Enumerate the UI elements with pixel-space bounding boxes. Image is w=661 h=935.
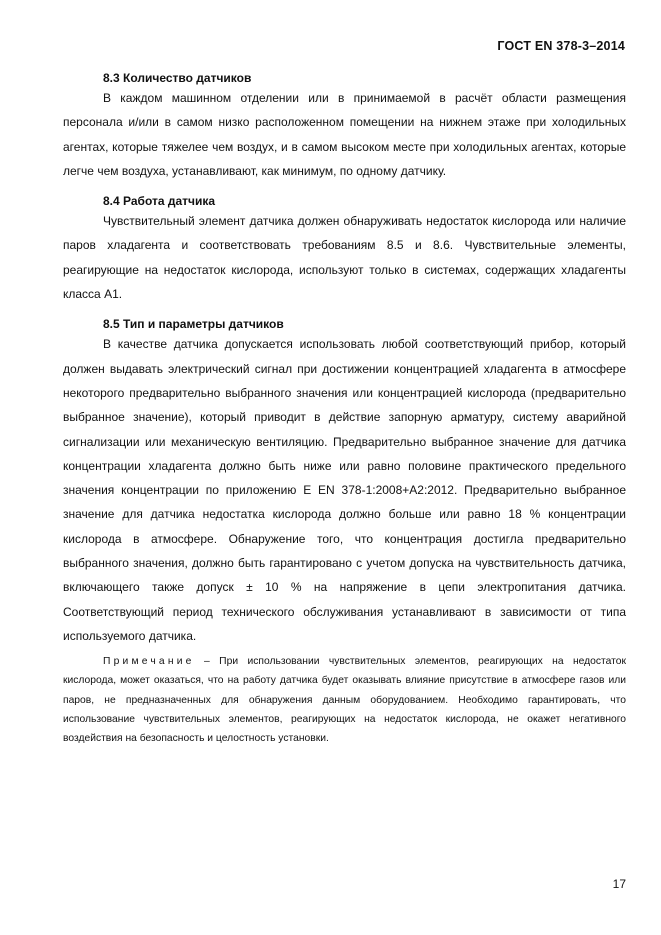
- note-label: Примечание: [103, 656, 195, 668]
- section-text-8-5: В качестве датчика допускается использовать любой соответствующий прибор, который должен выдавать электрический сигнал при достижении концентрацией хладагента в атмосфере некоторого предварительно выбранного значения или концентрацией кислорода (предварительно выбранное значение), который приводит в действие запорную арматуру, систему аварийной сигнализации или механическую вентиляцию. Предварительно выбранное значение для датчика концентрации хладагента должно быть ниже или равно половине практического предельного значения концентрации по приложению Е EN 378-1:2008+A2:2012. Предварительно выбранное значение для датчика недостатка кислорода должно больше или равно 18 % концентрации кислорода в атмосфере. Обнаружение того, что концентрация достигла предварительно выбранного значения, должно быть гарантировано с учетом допуска на чувствительность датчика, включающего также допуск ± 10 % на напряжение в цепи электропитания датчика. Соответствующий период технического обслуживания устанавливают в зависимости от типа используемого датчика.: [63, 337, 626, 643]
- page-number: 17: [612, 877, 626, 891]
- section-heading-8-5: 8.5 Тип и параметры датчиков: [103, 317, 284, 332]
- document-header-standard: ГОСТ EN 378-3–2014: [497, 39, 625, 53]
- section-heading-8-4: 8.4 Работа датчика: [103, 194, 216, 209]
- section-heading-8-3: 8.3 Количество датчиков: [103, 71, 252, 85]
- section-text-8-3: В каждом машинном отделении или в принимаемой в расчёт области размещения персонала и/или в самом низко расположенном помещении на нижнем этаже при холодильных агентах, которые тяжелее чем воздух, и в самом высоком месте при холодильных агентах, которые легче чем воздуха, устанавливают, как минимум, по одному датчику.: [63, 91, 626, 178]
- note-paragraph: [63, 652, 626, 748]
- document-body: [63, 70, 626, 748]
- section-text-8-4: Чувствительный элемент датчика должен обнаруживать недостаток кислорода или наличие паров хладагента и соответствовать требованиям 8.5 и 8.6. Чувствительные элементы, реагирующие на недостаток кислорода, используют только в системах, содержащих хладагенты класса A1.: [63, 214, 626, 302]
- note-text: – При использовании чувствительных элементов, реагирующих на недостаток кислорода, может оказаться, что на работу датчика будет оказывать влияние присутствие в атмосфере газов или паров, не предназначенных для обнаружения данным оборудованием. Необходимо гарантировать, что использование чувствительных элементов, реагирующих на недостаток кислорода, не окажет негативного воздействия на безопасность и целостность установки.: [63, 656, 626, 745]
